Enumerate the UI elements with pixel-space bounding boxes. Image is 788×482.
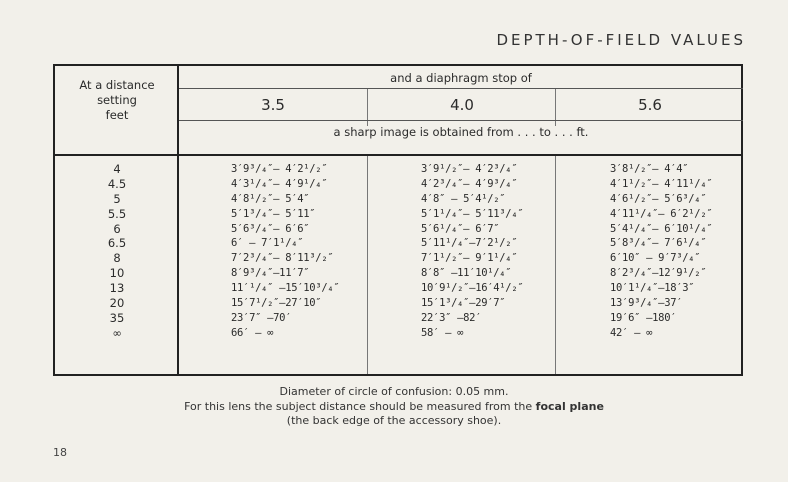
accessory-shoe-note: (the back edge of the accessory shoe). [286, 414, 502, 427]
depth-of-field-table [53, 64, 743, 376]
focal-plane-term: focal plane [535, 400, 604, 413]
range-cell: 15′1³/₄″—29′7″ [421, 297, 506, 310]
distance-value: 6.5 [107, 236, 127, 251]
range-cell: 5′1¹/₄″— 5′11³/₄″ [421, 207, 524, 220]
range-cell: 6′ — 7′1¹/₄″ [231, 237, 304, 250]
fstop-4-0: 4.0 [450, 96, 474, 114]
range-cell: 42′ — ∞ [610, 326, 653, 339]
range-cell: 4′6¹/₂″— 5′6³/₄″ [610, 192, 707, 205]
range-cell: 7′1¹/₂″— 9′1¹/₄″ [421, 252, 518, 265]
distance-value: 35 [109, 310, 125, 325]
range-cell: 5′1³/₄″— 5′11″ [231, 207, 316, 220]
stop-header-rule [179, 88, 743, 89]
distance-value: 4.5 [107, 176, 127, 191]
range-cell: 5′4¹/₄″— 6′10¹/₄″ [610, 222, 713, 235]
distance-list [55, 162, 179, 341]
range-cell: 23′7″ —70′ [231, 311, 292, 324]
distance-header: At a distance setting feet [79, 78, 155, 122]
range-cell: 15′7¹/₂″—27′10″ [231, 297, 322, 310]
col-divider-1 [367, 156, 368, 374]
range-cell: 22′3″ —82′ [421, 311, 482, 324]
header-rule [55, 154, 743, 156]
range-cell: 8′9³/₄″—11′7″ [231, 267, 310, 280]
range-cell: 4′8¹/₂″— 5′4″ [231, 192, 310, 205]
range-cell: 8′2³/₄″—12′9¹/₂″ [610, 267, 707, 280]
fstop-5-6: 5.6 [638, 96, 662, 114]
range-cell: 5′11¹/₄″—7′2¹/₂″ [421, 237, 518, 250]
range-cell: 3′8¹/₂″— 4′4″ [610, 163, 689, 175]
range-cell: 4′3¹/₄″— 4′9¹/₄″ [231, 177, 328, 190]
distance-value: 5.5 [107, 206, 127, 221]
range-cell: 66′ — ∞ [231, 326, 274, 339]
range-cell: 3′9³/₄″— 4′2¹/₂″ [231, 163, 328, 175]
range-cell: 5′6¹/₄″— 6′7″ [421, 222, 500, 235]
range-cell: 13′9³/₄″—37′ [610, 297, 683, 310]
range-cell: 4′11¹/₄″— 6′2¹/₂″ [610, 207, 713, 220]
distance-value: 6 [113, 221, 121, 236]
range-column-4-0 [421, 162, 523, 341]
range-cell: 4′8″ — 5′4¹/₂″ [421, 192, 506, 205]
page-title: DEPTH-OF-FIELD VALUES [496, 31, 746, 49]
page-number: 18 [53, 446, 67, 459]
range-cell: 6′10″ — 9′7³/₄″ [610, 252, 701, 265]
distance-value: 4 [113, 162, 121, 176]
range-cell: 8′8″ —11′10¹/₄″ [421, 267, 512, 280]
range-cell: 19′6″ —180′ [610, 311, 677, 324]
sharp-image-header: a sharp image is obtained from . . . to . . . ft. [333, 125, 589, 139]
range-cell: 4′2³/₄″— 4′9³/₄″ [421, 177, 518, 190]
distance-value: 8 [113, 251, 121, 266]
range-cell: 7′2³/₄″— 8′11³/₂″ [231, 252, 334, 265]
distance-value: 20 [109, 296, 125, 311]
distance-value: 10 [109, 266, 125, 281]
range-cell: 5′6³/₄″— 6′6″ [231, 222, 310, 235]
distance-value: 5 [113, 191, 121, 206]
range-cell: 10′9¹/₂″—16′4¹/₂″ [421, 282, 524, 295]
distance-value: ∞ [112, 325, 122, 340]
distance-value: 13 [109, 281, 125, 296]
fstop-3-5: 3.5 [261, 96, 285, 114]
range-cell: 10′1¹/₄″—18′3″ [610, 282, 695, 295]
focal-plane-note: For this lens the subject distance should be measured from the focal plane [184, 400, 604, 413]
range-column-5-6 [610, 162, 712, 341]
range-cell: 5′8³/₄″— 7′6¹/₄″ [610, 237, 707, 250]
range-column-3-5 [231, 162, 339, 341]
range-cell: 11′¹/₄″ —15′10³/₄″ [231, 282, 340, 295]
range-cell: 4′1¹/₂″— 4′11¹/₄″ [610, 177, 713, 190]
circle-of-confusion-note: Diameter of circle of confusion: 0.05 mm. [279, 385, 509, 398]
fstop-rule [179, 120, 743, 121]
range-cell: 3′9¹/₂″— 4′2³/₄″ [421, 163, 518, 175]
col-divider-2 [555, 156, 556, 374]
range-cell: 58′ — ∞ [421, 326, 464, 339]
stop-header: and a diaphragm stop of [390, 71, 532, 85]
